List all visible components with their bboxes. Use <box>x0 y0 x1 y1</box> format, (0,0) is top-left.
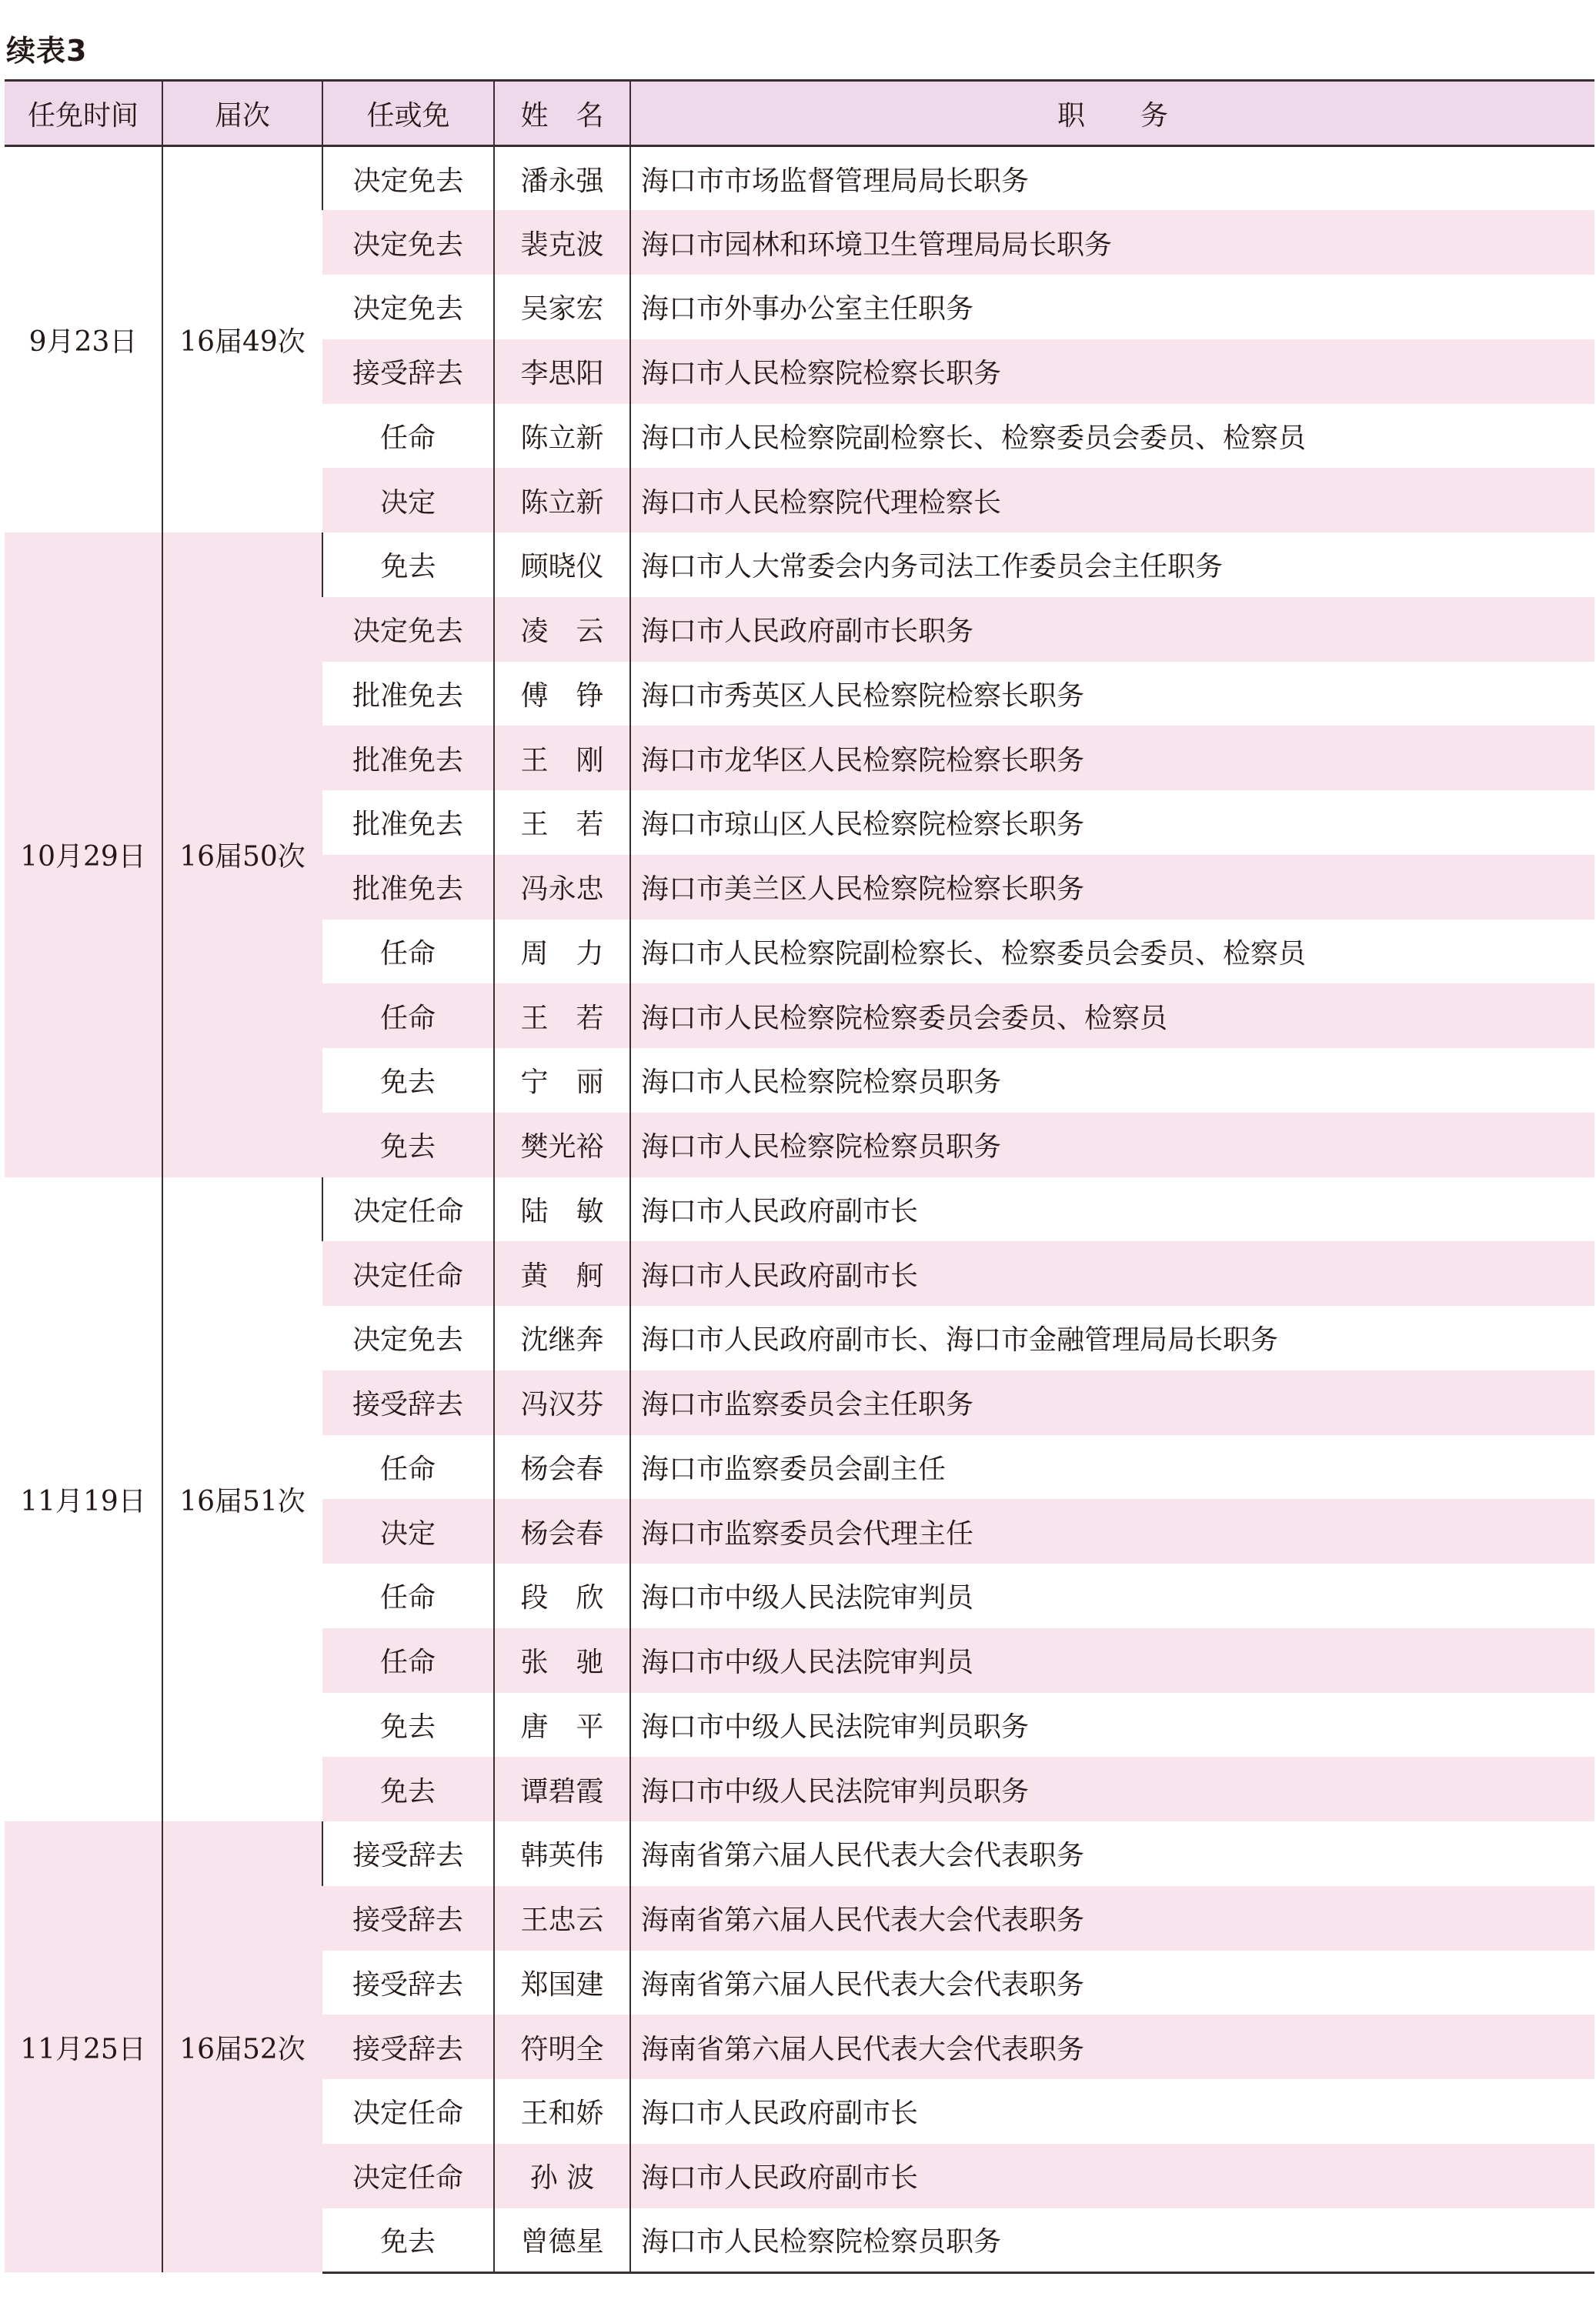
cell-duty: 海口市中级人民法院审判员职务 <box>630 1757 1594 1821</box>
cell-action: 决定 <box>322 468 494 532</box>
cell-date: 10月29日 <box>5 532 162 1177</box>
cell-name: 王 刚 <box>494 726 630 790</box>
cell-name: 韩英伟 <box>494 1821 630 1886</box>
cell-action: 批准免去 <box>352 809 463 841</box>
cell-action: 接受辞去 <box>352 1968 463 2001</box>
header-duty: 职 务 <box>630 81 1594 146</box>
cell-action: 接受辞去 <box>322 2015 494 2079</box>
cell-name: 黄 舸 <box>494 1241 630 1306</box>
cell-action: 接受辞去 <box>322 1886 494 1951</box>
cell-name: 陈立新 <box>494 468 630 532</box>
cell-action: 免去 <box>322 1757 494 1821</box>
cell-name: 冯汉芬 <box>494 1370 630 1435</box>
cell-duty: 海南省第六届人民代表大会代表职务 <box>630 1886 1594 1951</box>
cell-name: 冯永忠 <box>494 855 630 920</box>
cell-name: 张 驰 <box>494 1628 630 1693</box>
cell-action: 决定免去 <box>352 293 463 325</box>
cell-duty: 海口市市场监督管理局局长职务 <box>630 146 1594 211</box>
table-row <box>5 1821 1594 1886</box>
cell-duty: 海口市人民检察院检察员职务 <box>630 1048 1594 1113</box>
cell-session: 16届52次 <box>162 1821 322 2272</box>
cell-action: 免去 <box>379 1067 436 1099</box>
cell-duty: 海口市人民检察院副检察长、检察委员会委员、检察员 <box>630 404 1594 469</box>
cell-name: 周 力 <box>494 920 630 984</box>
cell-name: 郑国建 <box>494 1951 630 2015</box>
cell-action: 免去 <box>379 1711 436 1743</box>
cell-date: 11月19日 <box>5 1177 162 1822</box>
cell-action: 任命 <box>379 937 436 970</box>
cell-action: 免去 <box>322 1113 494 1177</box>
table-row <box>5 146 1594 211</box>
cell-duty: 海口市人大常委会内务司法工作委员会主任职务 <box>630 532 1594 597</box>
cell-duty: 海口市琼山区人民检察院检察长职务 <box>630 790 1594 855</box>
cell-action: 接受辞去 <box>322 1370 494 1435</box>
cell-name: 孙 波 <box>494 2144 630 2208</box>
cell-name: 王忠云 <box>494 1886 630 1951</box>
appointments-table <box>5 79 1594 2274</box>
cell-action: 批准免去 <box>322 855 494 920</box>
cell-session: 16届49次 <box>162 146 322 533</box>
cell-name: 段 欣 <box>494 1564 630 1628</box>
cell-action: 决定 <box>322 1499 494 1564</box>
cell-session: 16届51次 <box>162 1177 322 1822</box>
cell-duty: 海口市人民检察院代理检察长 <box>630 468 1594 532</box>
cell-duty: 海口市外事办公室主任职务 <box>630 275 1594 339</box>
cell-duty: 海口市人民政府副市长、海口市金融管理局局长职务 <box>630 1306 1594 1370</box>
cell-duty: 海口市美兰区人民检察院检察长职务 <box>630 855 1594 920</box>
cell-duty: 海南省第六届人民代表大会代表职务 <box>630 2015 1594 2079</box>
cell-name: 王 若 <box>494 983 630 1048</box>
cell-duty: 海口市中级人民法院审判员职务 <box>630 1693 1594 1758</box>
cell-name: 潘永强 <box>494 146 630 211</box>
cell-name: 顾晓仪 <box>494 532 630 597</box>
cell-duty: 海口市人民检察院副检察长、检察委员会委员、检察员 <box>630 920 1594 984</box>
cell-name: 王和娇 <box>494 2079 630 2144</box>
cell-action: 决定任命 <box>322 1177 494 1242</box>
cell-action: 任命 <box>379 422 436 454</box>
cell-name: 裴克波 <box>494 210 630 275</box>
cell-action: 批准免去 <box>322 726 494 790</box>
cell-name: 李思阳 <box>494 339 630 404</box>
cell-name: 陆 敏 <box>494 1177 630 1242</box>
cell-duty: 海口市龙华区人民检察院检察长职务 <box>630 726 1594 790</box>
cell-duty: 海口市人民政府副市长 <box>630 2079 1594 2144</box>
cell-duty: 海口市监察委员会代理主任 <box>630 1499 1594 1564</box>
cell-duty: 海口市中级人民法院审判员 <box>630 1564 1594 1628</box>
cell-duty: 海南省第六届人民代表大会代表职务 <box>630 1951 1594 2015</box>
cell-name: 杨会春 <box>494 1435 630 1500</box>
cell-duty: 海口市人民政府副市长职务 <box>630 597 1594 662</box>
cell-duty: 海南省第六届人民代表大会代表职务 <box>630 1821 1594 1886</box>
header-action: 任或免 <box>322 81 494 146</box>
cell-name: 沈继奔 <box>494 1306 630 1370</box>
cell-name: 杨会春 <box>494 1499 630 1564</box>
header-name: 姓 名 <box>494 81 630 146</box>
cell-name: 符明全 <box>494 2015 630 2079</box>
cell-duty: 海口市监察委员会副主任 <box>630 1435 1594 1500</box>
cell-name: 傅 铮 <box>494 662 630 726</box>
cell-duty: 海口市中级人民法院审判员 <box>630 1628 1594 1693</box>
table-row <box>5 532 1594 597</box>
cell-duty: 海口市人民政府副市长 <box>630 1177 1594 1242</box>
cell-name: 谭碧霞 <box>494 1757 630 1821</box>
cell-duty: 海口市人民检察院检察员职务 <box>630 2208 1594 2273</box>
cell-name: 宁 丽 <box>494 1048 630 1113</box>
cell-action: 任命 <box>379 1582 436 1614</box>
cell-name: 吴家宏 <box>494 275 630 339</box>
cell-date: 9月23日 <box>5 146 162 533</box>
table-row <box>5 1177 1594 1242</box>
cell-duty: 海口市人民检察院检察员职务 <box>630 1113 1594 1177</box>
cell-action: 决定免去 <box>322 210 494 275</box>
cell-action: 决定任命 <box>322 1241 494 1306</box>
header-row <box>5 81 1594 146</box>
table-body <box>5 146 1594 2273</box>
cell-action: 决定免去 <box>322 146 494 211</box>
cell-duty: 海口市监察委员会主任职务 <box>630 1370 1594 1435</box>
cell-action: 任命 <box>322 983 494 1048</box>
cell-action: 决定免去 <box>322 597 494 662</box>
cell-name: 陈立新 <box>494 404 630 469</box>
table-header <box>5 81 1594 146</box>
cell-session: 16届50次 <box>162 532 322 1177</box>
cell-name: 王 若 <box>494 790 630 855</box>
cell-date: 11月25日 <box>5 1821 162 2272</box>
cell-duty: 海口市秀英区人民检察院检察长职务 <box>630 662 1594 726</box>
cell-duty: 海口市园林和环境卫生管理局局长职务 <box>630 210 1594 275</box>
cell-name: 凌 云 <box>494 597 630 662</box>
header-date: 任免时间 <box>5 81 162 146</box>
table-caption: 续表3 <box>6 34 88 68</box>
cell-action: 批准免去 <box>352 679 463 712</box>
cell-name: 唐 平 <box>494 1693 630 1758</box>
cell-duty: 海口市人民政府副市长 <box>630 1241 1594 1306</box>
cell-action: 决定任命 <box>322 2144 494 2208</box>
cell-action: 接受辞去 <box>322 1821 494 1886</box>
cell-duty: 海口市人民检察院检察委员会委员、检察员 <box>630 983 1594 1048</box>
cell-action: 任命 <box>322 1628 494 1693</box>
header-session: 届次 <box>162 81 322 146</box>
cell-name: 曾德星 <box>494 2208 630 2273</box>
cell-duty: 海口市人民政府副市长 <box>630 2144 1594 2208</box>
cell-action: 免去 <box>322 2208 494 2273</box>
cell-name: 樊光裕 <box>494 1113 630 1177</box>
cell-duty: 海口市人民检察院检察长职务 <box>630 339 1594 404</box>
cell-action: 决定免去 <box>352 1324 463 1357</box>
cell-action: 接受辞去 <box>322 339 494 404</box>
cell-action: 任命 <box>379 1453 436 1485</box>
cell-action: 决定任命 <box>352 2098 463 2130</box>
cell-action: 免去 <box>322 532 494 597</box>
